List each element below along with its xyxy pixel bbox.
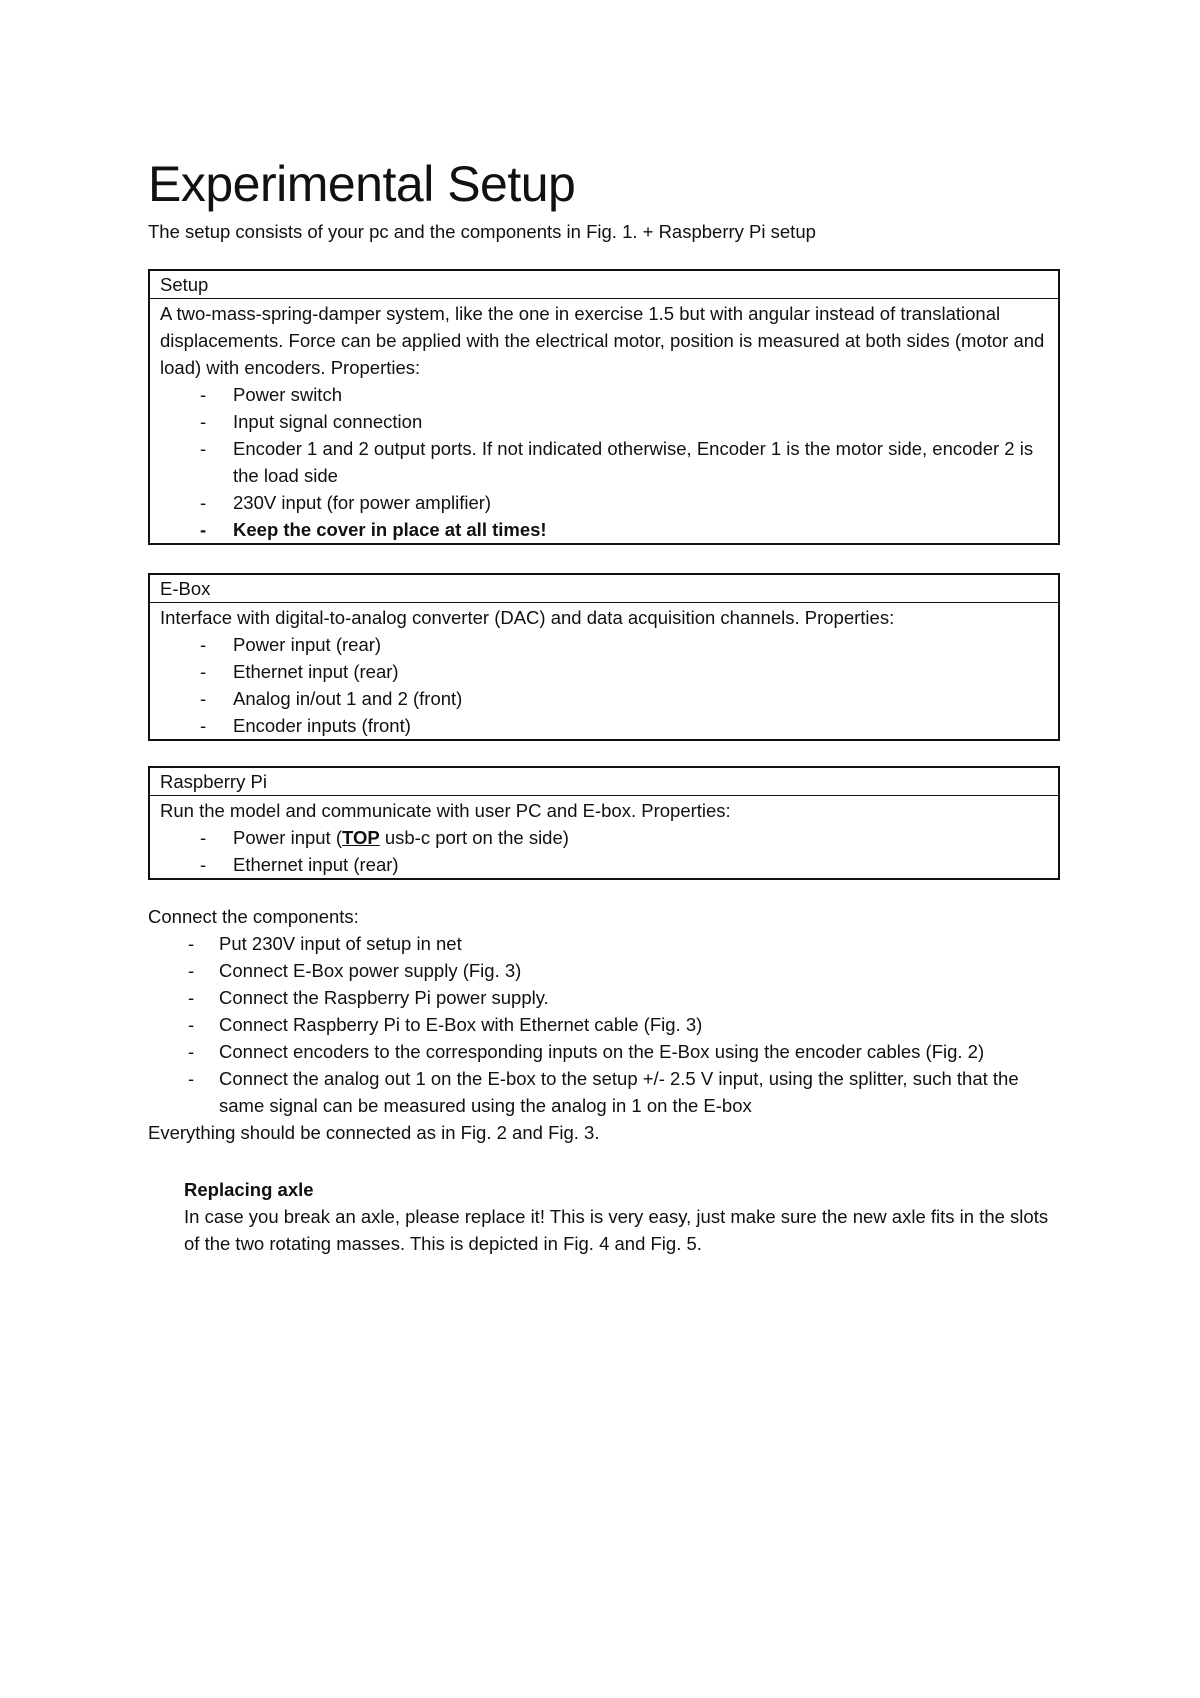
rpi-item-pre: Power input ( — [233, 827, 342, 848]
list-item: - Encoder 1 and 2 output ports. If not indicated otherwise, Encoder 1 is the motor side, encoder 2 is the load side — [200, 435, 1048, 489]
ebox-box-header: E-Box — [150, 575, 1058, 603]
page-subtitle: The setup consists of your pc and the components in Fig. 1. + Raspberry Pi setup — [148, 221, 816, 242]
rpi-box-intro: Run the model and communicate with user PC and E-box. Properties: — [160, 800, 731, 821]
setup-box-body — [150, 299, 1058, 543]
rpi-box — [148, 766, 1060, 880]
list-item: - Connect the analog out 1 on the E-box to the setup +/- 2.5 V input, using the splitter, such that the same signal can be measured using the analog in 1 on the E-box — [188, 1065, 1064, 1119]
rpi-properties-list — [160, 824, 1048, 878]
list-item: - Connect the Raspberry Pi power supply. — [188, 984, 1064, 1011]
list-item: - Connect encoders to the corresponding inputs on the E-Box using the encoder cables (Fig. 2) — [188, 1038, 1064, 1065]
rpi-item-emphasis: TOP — [342, 827, 380, 848]
connect-section — [148, 903, 1064, 1146]
list-item: - Put 230V input of setup in net — [188, 930, 1064, 957]
list-item: - Ethernet input (rear) — [200, 658, 1048, 685]
rpi-box-body — [150, 796, 1058, 878]
list-item: - Power input (rear) — [200, 631, 1048, 658]
connect-heading: Connect the components: — [148, 906, 359, 927]
replacing-axle-text: In case you break an axle, please replace it! This is very easy, just make sure the new axle fits in the slots of the two rotating masses. This is depicted in Fig. 4 and Fig. 5. — [184, 1206, 1049, 1254]
list-item: - Ethernet input (rear) — [200, 851, 1048, 878]
setup-box — [148, 269, 1060, 545]
list-item: - 230V input (for power amplifier) — [200, 489, 1048, 516]
list-item: - Keep the cover in place at all times! — [200, 516, 1048, 543]
connect-steps-list — [148, 930, 1064, 1119]
connect-footer: Everything should be connected as in Fig. 2 and Fig. 3. — [148, 1122, 600, 1143]
list-item — [200, 824, 1048, 851]
rpi-item-post: usb-c port on the side) — [379, 827, 569, 848]
list-item: - Input signal connection — [200, 408, 1048, 435]
list-item: - Connect Raspberry Pi to E-Box with Ethernet cable (Fig. 3) — [188, 1011, 1064, 1038]
ebox-box-intro: Interface with digital-to-analog converter (DAC) and data acquisition channels. Properties: — [160, 607, 895, 628]
replacing-axle-section — [184, 1176, 1064, 1257]
list-item: - Analog in/out 1 and 2 (front) — [200, 685, 1048, 712]
ebox-box — [148, 573, 1060, 741]
setup-box-intro: A two-mass-spring-damper system, like the one in exercise 1.5 but with angular instead of translational displacements. Force can be applied with the electrical motor, position is measured at both sides (motor and load) with encoders. Properties: — [160, 303, 1045, 378]
replacing-axle-heading: Replacing axle — [184, 1179, 314, 1200]
ebox-properties-list — [160, 631, 1048, 739]
setup-properties-list — [160, 381, 1048, 543]
ebox-box-body — [150, 603, 1058, 739]
list-item: - Power switch — [200, 381, 1048, 408]
rpi-box-header: Raspberry Pi — [150, 768, 1058, 796]
list-item: - Connect E-Box power supply (Fig. 3) — [188, 957, 1064, 984]
list-item: - Encoder inputs (front) — [200, 712, 1048, 739]
page-title: Experimental Setup — [148, 156, 576, 212]
setup-box-header: Setup — [150, 271, 1058, 299]
